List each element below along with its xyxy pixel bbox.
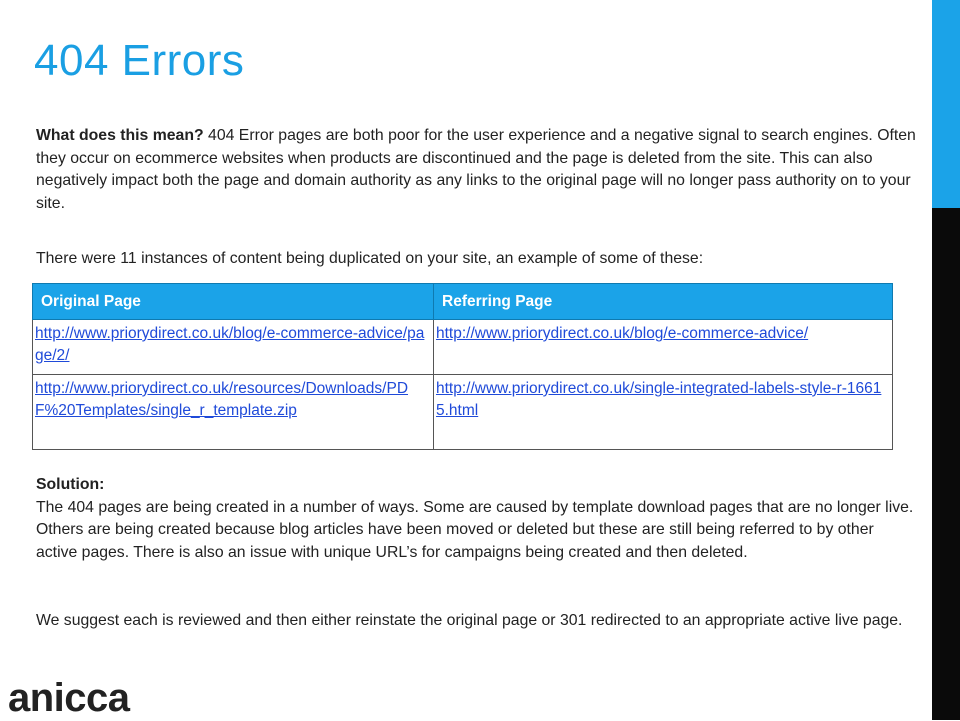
error-table [32,283,893,450]
table-cell [434,375,893,450]
original-page-link[interactable]: http://www.priorydirect.co.uk/blog/e-commerce-advice/page/2/ [35,325,425,364]
page-title: 404 Errors [34,36,245,85]
solution-paragraph [36,474,916,564]
referring-page-link[interactable]: http://www.priorydirect.co.uk/blog/e-commerce-advice/ [436,325,809,342]
intro-label: What does this mean? [36,127,204,144]
header-referring-page: Referring Page [434,284,893,320]
accent-stripe-black [932,208,960,720]
intro-text: 404 Error pages are both poor for the user experience and a negative signal to search engines. Often they occur on ecommerce websites when products are discontinued and the page is deleted from the site. This can also negatively impact both the page and domain authority as any links to the original page will no longer pass authority on to your site. [36,127,916,212]
table-row [33,320,893,375]
accent-stripe-blue [932,0,960,208]
original-page-link[interactable]: http://www.priorydirect.co.uk/resources/Downloads/PDF%20Templates/single_r_template.zip [35,380,409,419]
header-original-page: Original Page [33,284,434,320]
table-cell [434,320,893,375]
intro-paragraph [36,125,916,215]
table-row [33,375,893,450]
solution-text: The 404 pages are being created in a number of ways. Some are caused by template download pages that are no longer live. Others are being created because blog articles have been moved or deleted but these are still being referred to by other active pages. There is also an issue with unique URL’s for campaigns being created and then deleted. [36,498,914,561]
table-cell [33,320,434,375]
solution-label: Solution: [36,476,105,493]
suggestion-paragraph: We suggest each is reviewed and then either reinstate the original page or 301 redirected to an appropriate active live page. [36,612,903,629]
instances-text: There were 11 instances of content being duplicated on your site, an example of some of these: [36,250,704,267]
referring-page-link[interactable]: http://www.priorydirect.co.uk/single-integrated-labels-style-r-16615.html [436,380,882,419]
table-cell [33,375,434,450]
table-header-row [33,284,893,320]
anicca-logo: anicca [8,676,130,720]
